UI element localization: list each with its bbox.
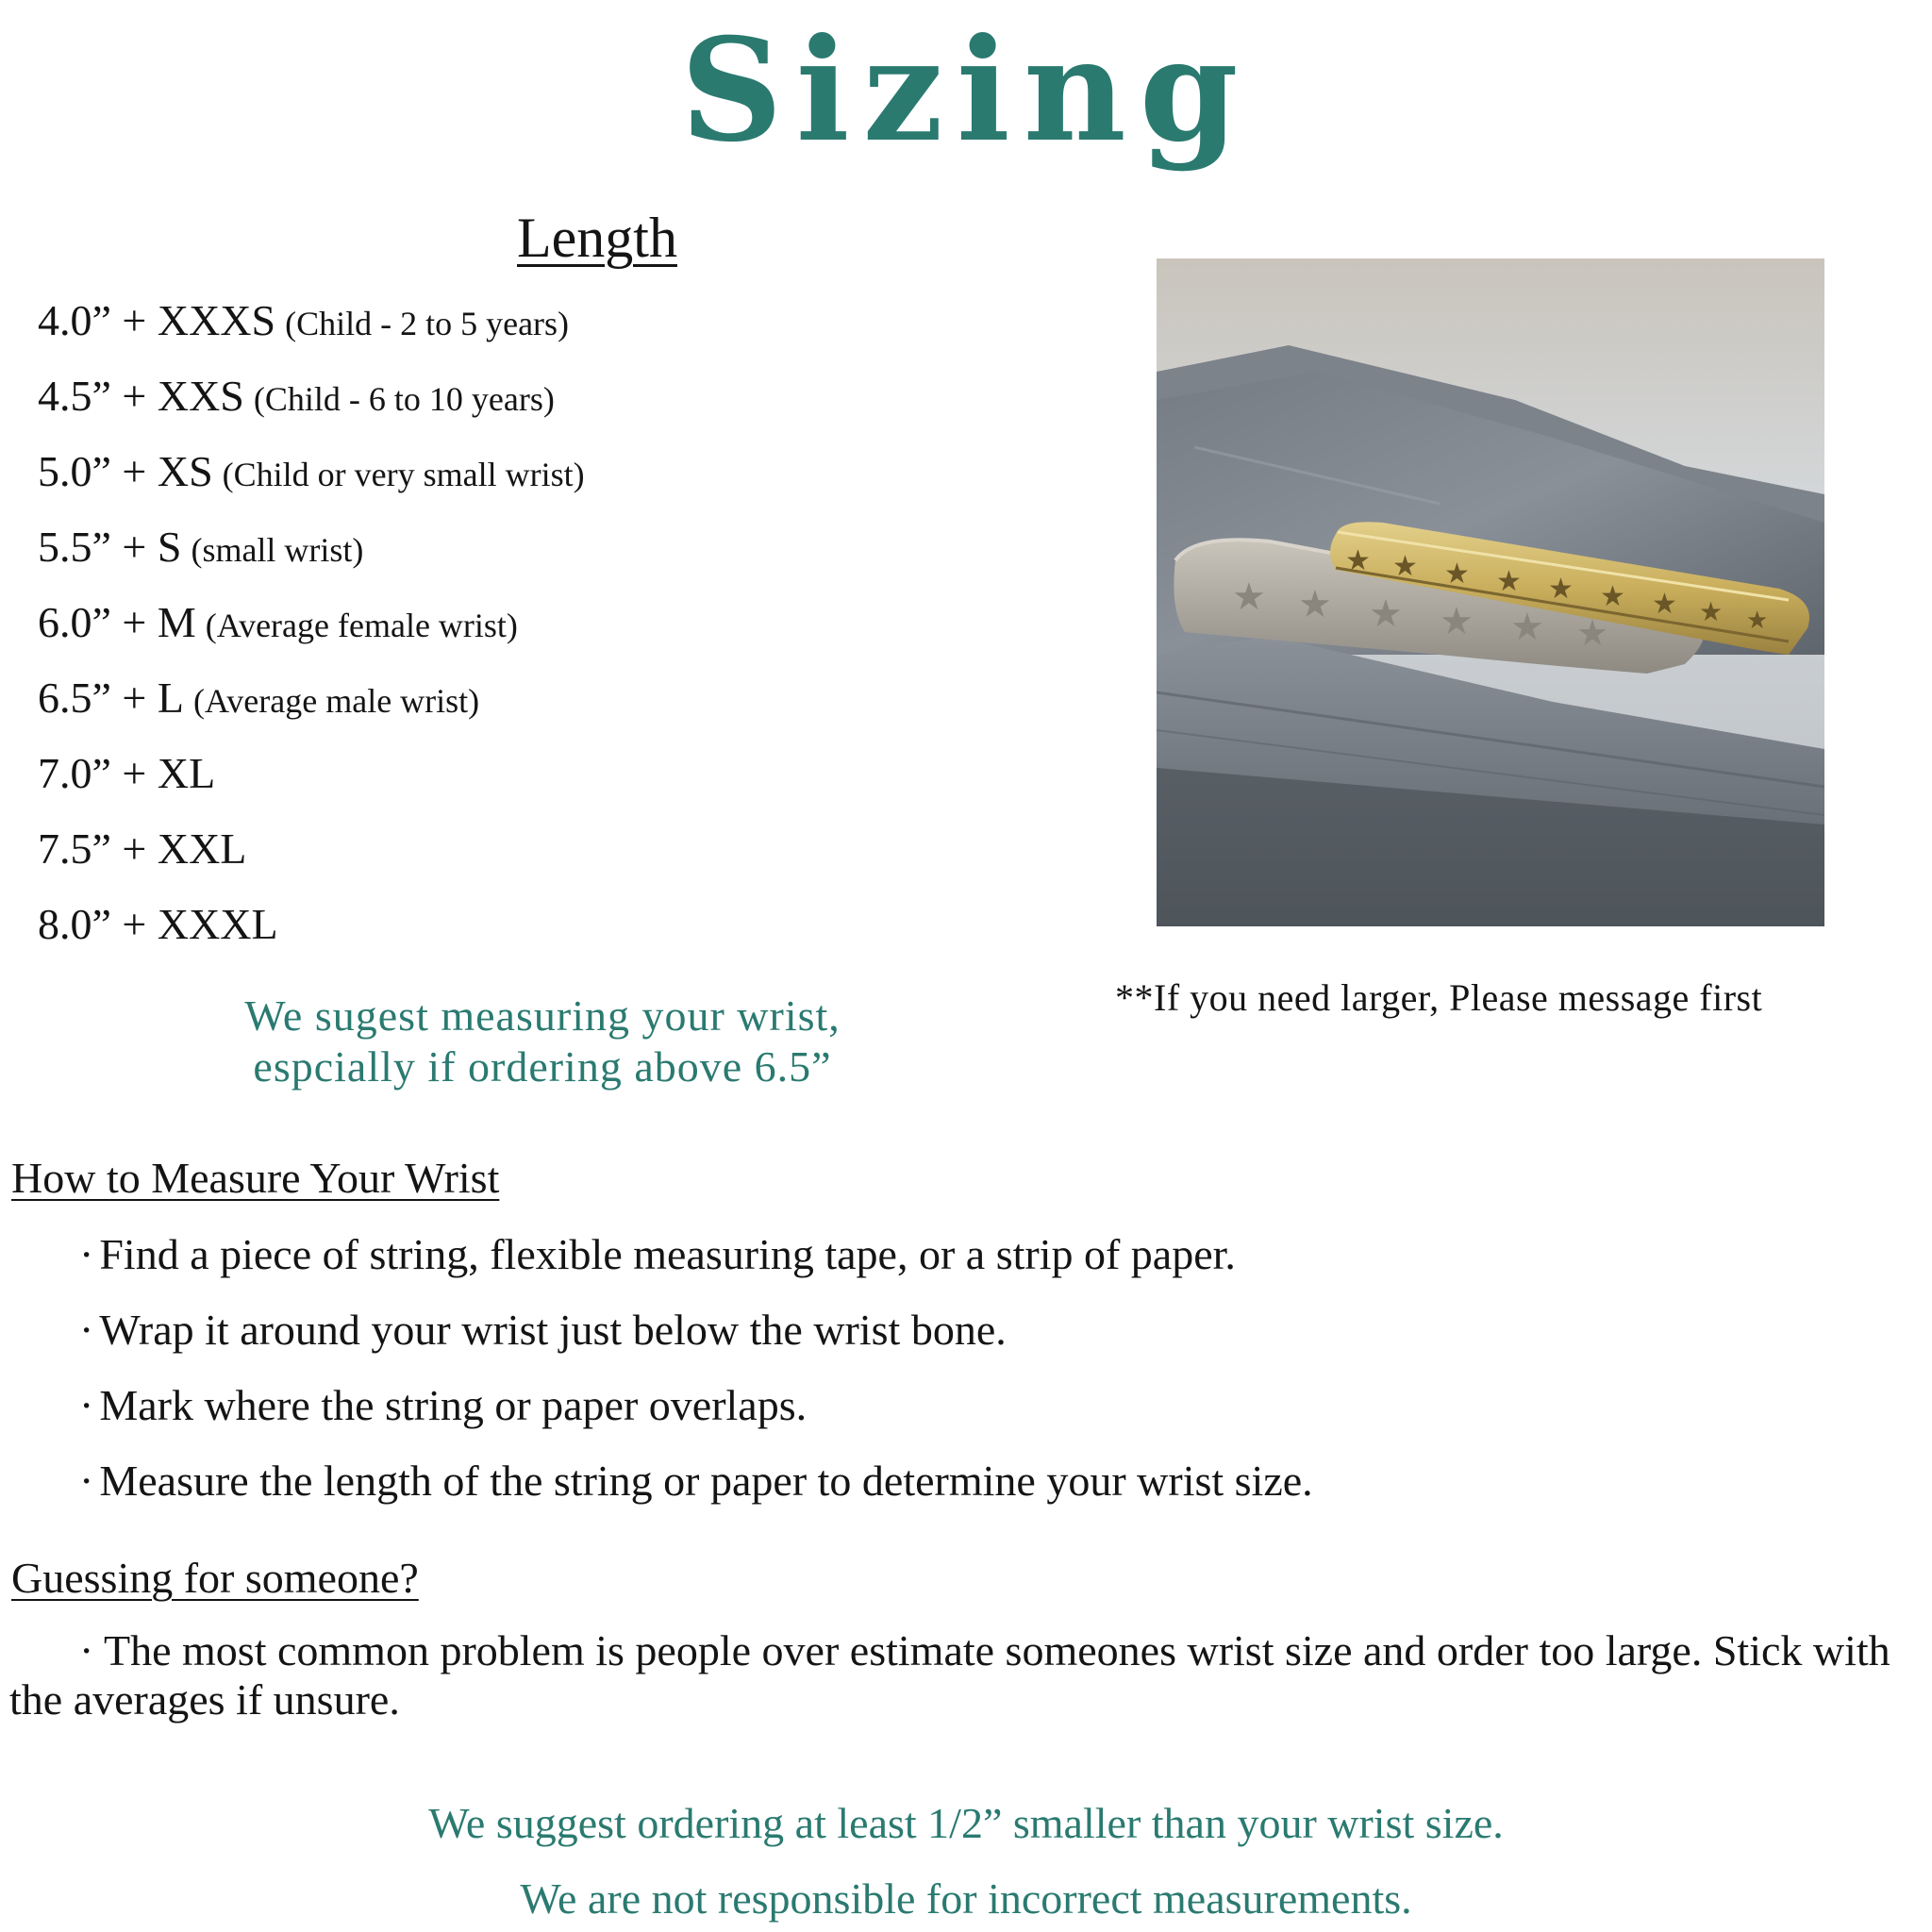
svg-text:★: ★ bbox=[1548, 573, 1574, 606]
svg-text:★: ★ bbox=[1392, 550, 1418, 583]
size-label: 4.0” + XXXS bbox=[38, 296, 276, 344]
size-row bbox=[38, 585, 585, 660]
size-note: (Average male wrist) bbox=[192, 682, 480, 720]
svg-text:★: ★ bbox=[1440, 600, 1474, 643]
svg-text:★: ★ bbox=[1746, 607, 1769, 635]
step-text: Measure the length of the string or paper to determine your wrist size. bbox=[99, 1457, 1313, 1505]
size-label: 4.5” + XXS bbox=[38, 372, 244, 420]
bullet-icon: · bbox=[79, 1626, 104, 1674]
svg-text:★: ★ bbox=[1298, 583, 1332, 626]
list-item bbox=[79, 1292, 1313, 1368]
measure-suggestion-line: espcially if ordering above 6.5” bbox=[253, 1042, 832, 1091]
list-item bbox=[79, 1217, 1313, 1292]
size-label: 6.0” + M bbox=[38, 598, 196, 646]
size-row bbox=[38, 509, 585, 585]
size-row bbox=[38, 283, 585, 358]
size-note: (Child - 6 to 10 years) bbox=[253, 380, 555, 418]
guess-text: The most common problem is people over estimate someones wrist size and order too large. Stick with the averages if unsure. bbox=[9, 1626, 1890, 1724]
svg-text:★: ★ bbox=[1496, 565, 1522, 598]
size-note: (Child or very small wrist) bbox=[222, 456, 585, 493]
guess-paragraph bbox=[9, 1626, 1896, 1724]
svg-text:★: ★ bbox=[1699, 596, 1724, 627]
size-note: (small wrist) bbox=[191, 531, 364, 569]
size-label: 8.0” + XXXL bbox=[38, 900, 278, 948]
bullet-icon: · bbox=[79, 1230, 94, 1278]
footer-disclaimer: We are not responsible for incorrect measurements. bbox=[520, 1874, 1412, 1923]
svg-text:★: ★ bbox=[1345, 544, 1371, 577]
size-label: 7.0” + XL bbox=[38, 749, 216, 797]
measure-suggestion bbox=[179, 991, 906, 1092]
measure-suggestion-line: We sugest measuring your wrist, bbox=[244, 991, 841, 1040]
bangle-photo bbox=[1157, 258, 1824, 926]
svg-text:★: ★ bbox=[1652, 588, 1677, 621]
svg-text:★: ★ bbox=[1510, 606, 1544, 649]
size-label: 6.5” + L bbox=[38, 674, 184, 722]
page-title: Sizing bbox=[680, 8, 1252, 174]
step-text: Mark where the string or paper overlaps. bbox=[99, 1381, 808, 1429]
size-row bbox=[38, 887, 585, 962]
size-row bbox=[38, 811, 585, 887]
svg-text:★: ★ bbox=[1232, 575, 1266, 619]
size-note: (Child - 2 to 5 years) bbox=[285, 305, 570, 342]
bullet-icon: · bbox=[79, 1457, 94, 1505]
size-note: (Average female wrist) bbox=[205, 607, 518, 644]
measure-steps bbox=[79, 1217, 1313, 1519]
footer-suggestion: We suggest ordering at least 1/2” smaller than your wrist size. bbox=[428, 1799, 1504, 1847]
size-label: 7.5” + XXL bbox=[38, 824, 247, 873]
guess-heading: Guessing for someone? bbox=[11, 1554, 419, 1602]
size-label: 5.5” + S bbox=[38, 523, 182, 571]
size-row bbox=[38, 736, 585, 811]
step-text: Wrap it around your wrist just below the wrist bone. bbox=[99, 1306, 1007, 1354]
bullet-icon: · bbox=[79, 1381, 94, 1429]
measure-heading: How to Measure Your Wrist bbox=[11, 1154, 500, 1202]
step-text: Find a piece of string, flexible measuring tape, or a strip of paper. bbox=[99, 1230, 1236, 1278]
size-row bbox=[38, 660, 585, 736]
size-row bbox=[38, 358, 585, 434]
svg-text:★: ★ bbox=[1600, 580, 1625, 613]
svg-text:★: ★ bbox=[1444, 558, 1470, 591]
list-item bbox=[79, 1443, 1313, 1519]
size-label: 5.0” + XS bbox=[38, 447, 213, 495]
length-heading: Length bbox=[517, 207, 677, 269]
bullet-icon: · bbox=[79, 1306, 94, 1354]
list-item bbox=[79, 1368, 1313, 1443]
svg-text:★: ★ bbox=[1576, 612, 1609, 654]
size-row bbox=[38, 434, 585, 509]
size-list bbox=[38, 283, 585, 962]
svg-text:★: ★ bbox=[1369, 592, 1403, 636]
larger-size-note: **If you need larger, Please message first bbox=[1115, 976, 1763, 1019]
